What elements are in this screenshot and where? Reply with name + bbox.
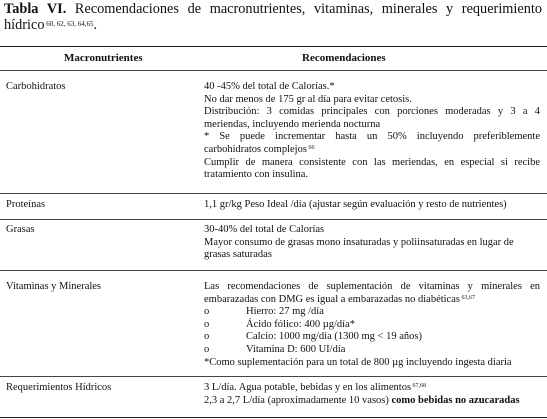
table-caption <box>4 1 542 33</box>
row-divider <box>0 376 547 377</box>
row-label-carbohidratos: Carbohidratos <box>6 81 66 92</box>
carbohidratos-line: No dar menos de 175 gr al día para evitar cetosis. <box>204 93 412 105</box>
vitaminas-item: o Ácido fólico: 400 µg/día* <box>204 318 355 330</box>
carbohidratos-note: * Se puede incrementar hasta un 50% incluyendo preferiblemente carbohidratos complejos <box>204 131 540 155</box>
hidricos-bold: como bebidas no azucaradas <box>391 394 520 406</box>
header-rule <box>0 70 547 71</box>
row-label-grasas: Grasas <box>6 224 35 235</box>
row-proteinas <box>204 199 540 212</box>
row-grasas <box>204 224 540 262</box>
row-vitaminas <box>204 281 540 369</box>
row-divider <box>0 219 547 220</box>
carbohidratos-line <box>204 131 540 156</box>
carbohidratos-ref: 66 <box>306 144 315 151</box>
row-divider <box>0 270 547 271</box>
grasas-line: 30-40% del total de Calorías <box>204 224 325 235</box>
caption-text: Recomendaciones de macronutrientes, vitaminas, minerales y requerimiento hídrico <box>4 1 542 33</box>
caption-label: Tabla VI. <box>4 1 67 17</box>
row-divider <box>0 193 547 194</box>
bullet-icon: o <box>204 331 210 343</box>
header-recomendaciones: Recomendaciones <box>302 52 386 64</box>
row-label-hidricos: Requerimientos Hídricos <box>6 382 112 393</box>
bullet-icon: o <box>204 343 210 355</box>
carbohidratos-line: Distribución: 3 comidas principales con porciones moderadas y 3 a 4 meriendas, incluyendo merienda nocturna <box>204 106 540 130</box>
vitaminas-intro: Las recomendaciones de suplementación de vitaminas y minerales en embarazadas con DMG es igual a embarazadas no diabéticas $^{63,67}$ <box>204 281 540 305</box>
hidricos-line: 2,3 a 2,7 L/día (aproximadamente 10 vasos) como bebidas no azucaradas <box>204 394 520 406</box>
row-carbohidratos <box>204 81 540 182</box>
row-label-vitaminas: Vitaminas y Minerales <box>6 281 102 292</box>
header-macronutrientes: Macronutrientes <box>64 52 143 64</box>
carbohidratos-line: 40 -45% del total de Calorías.* <box>204 81 335 92</box>
vitaminas-ref: 63,67 <box>459 294 475 301</box>
bullet-icon: o <box>204 306 210 318</box>
proteinas-line: 1,1 gr/kg Peso Ideal /día (ajustar según evaluación y resto de nutrientes) <box>204 199 507 210</box>
table-top-rule <box>0 46 547 47</box>
caption-end: . <box>93 17 98 33</box>
vitaminas-item: o Vitamina D: 600 UI/día <box>204 343 346 355</box>
carbohidratos-line: Cumplir de manera consistente con las meriendas, en especial si recibe tratamiento con insulina. <box>204 156 540 181</box>
hidricos-ref: 67,68 <box>411 383 427 389</box>
table-bottom-rule <box>0 417 547 418</box>
caption-refs: 60, 62, 63, 64,65 <box>44 20 94 28</box>
vitaminas-item: o Hierro: 27 mg /día <box>204 306 324 318</box>
grasas-line: Mayor consumo de grasas mono insaturadas y poliinsaturadas en lugar de grasas saturadas <box>204 236 514 261</box>
bullet-icon: o <box>204 318 210 330</box>
row-hidricos <box>204 382 540 407</box>
vitaminas-item: o Calcio: 1000 mg/día (1300 mg < 19 años) <box>204 331 422 343</box>
hidricos-line: 3 L/día. Agua potable, bebidas y en los alimentos $^{67,68}$ <box>204 382 427 393</box>
row-label-proteinas: Proteínas <box>6 199 46 210</box>
vitaminas-note: *Como suplementación para un total de 800 µg incluyendo ingesta diaria <box>204 356 512 368</box>
